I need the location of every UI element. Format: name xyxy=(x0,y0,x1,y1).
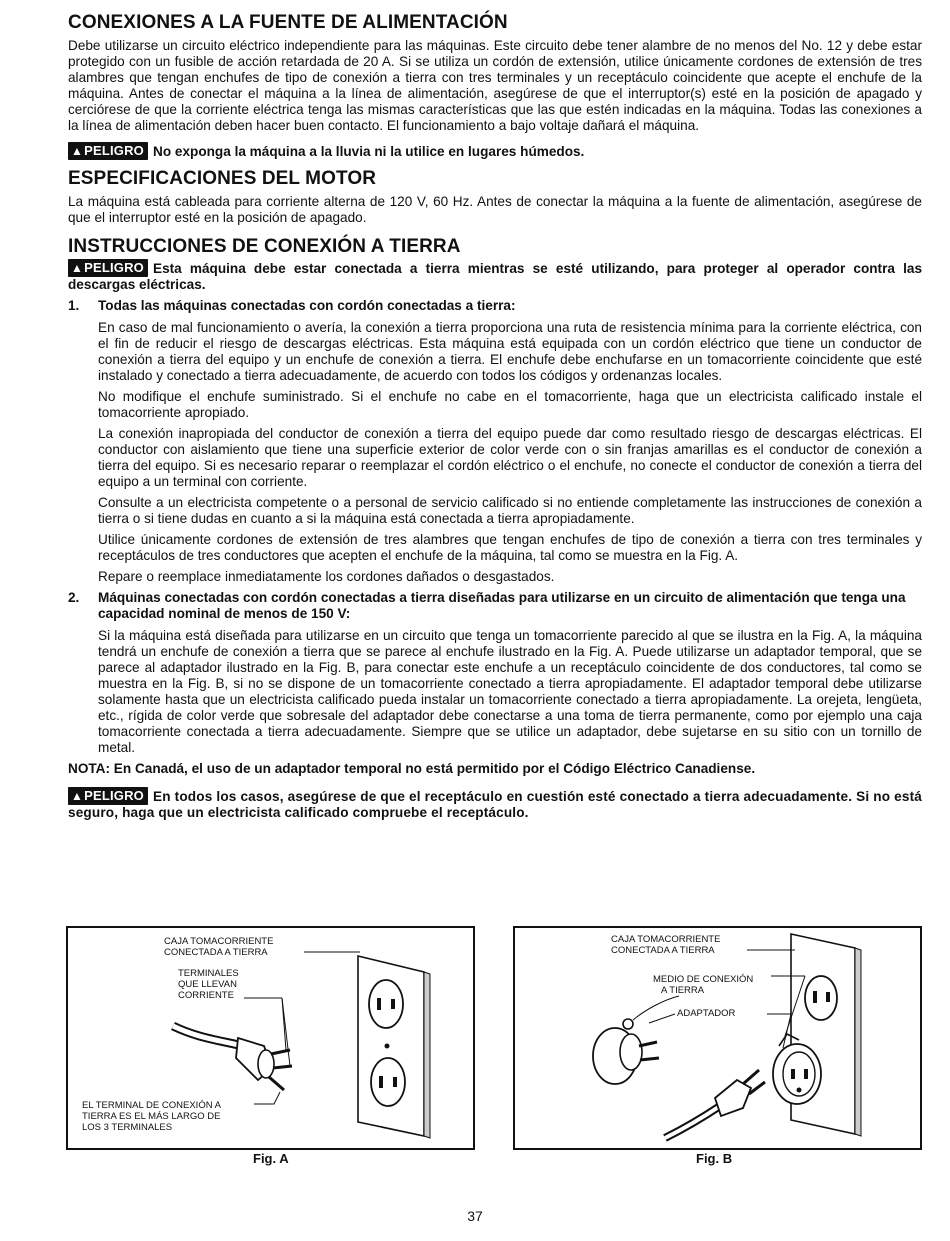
page-content xyxy=(68,12,922,821)
power-connections-body: Debe utilizarse un circuito eléctrico independiente para las máquinas. Este circuito debe tener alambre de no menos del No. 12 y debe estar protegido con un fusible de acción retardada de 20 A. Si se utiliza un cordón de extensión, utilice únicamente cordones de extensión de tres alambres que tengan enchufes de tipo de conexión a tierra con tres terminales y un receptáculo coincidente que acepte el enchufe de la máquina. Antes de conectar el máquina a la línea de alimentación, asegúrese de que el interruptor(s) esté en la posición de apagado y cerciórese de que la corriente eléctrica tenga las mismas características que las que estén indicadas en la máquina. Todas las conexiones a la línea de alimentación deben hacer buen contacto. El funcionamiento a bajo voltaje dañará el máquina. xyxy=(68,38,922,133)
paragraph: No modifique el enchufe suministrado. Si el enchufe no cabe en el tomacorriente, haga que un electricista calificado instale el tomacorriente apropiado. xyxy=(98,389,922,420)
list-item-2-heading: 2. Máquinas conectadas con cordón conectadas a tierra diseñadas para utilizarse en un circuito de alimentación que tenga una capacidad nominal de menos de 150 V: xyxy=(68,590,906,621)
figure-b xyxy=(513,926,922,1150)
warning-receptacle xyxy=(68,787,922,821)
paragraph: Si la máquina está diseñada para utilizarse en un circuito que tenga un tomacorriente parecido al que se ilustra en la Fig. A, la máquina tendrá un enchufe de conexión a tierra que se parece al enchufe ilustrado en la Fig. A. Puede utilizarse un adaptador temporal, que se parece al adaptador ilustrado en la Fig. B, para conectar este enchufe a un receptáculo coincidente de dos conductores, tal como se muestra en la Fig. B, si no se dispone de un tomacorriente conectado a tierra apropiadamente. El adaptador temporal debe utilizarse solamente hasta que un electricista calificado pueda instalar un tomacorriente conectado a tierra apropiadamente. La orejeta, lengüeta, etc., rígida de color verde que sobresale del adaptador debe conectarse a una toma de tierra permanente, como por ejemplo una caja tomacorriente conectada a tierra adecuadamente. Siempre que se utilice un adaptador, debe sujetarse en su sitio con un tornillo de metal. xyxy=(98,628,922,755)
warning-rain-text: No exponga la máquina a la lluvia ni la utilice en lugares húmedos. xyxy=(153,144,585,159)
warning-grounding xyxy=(68,259,922,293)
warning-receptacle-text: En todos los casos, asegúrese de que el receptáculo en cuestión esté conectado a tierra adecuadamente. Si no está seguro, haga que un electricista calificado compruebe el receptáculo. xyxy=(68,789,922,820)
figure-b-label: Fig. B xyxy=(696,1151,733,1166)
figure-a xyxy=(66,926,475,1150)
danger-badge: ▲PELIGRO xyxy=(68,787,148,805)
nota-canada: NOTA: En Canadá, el uso de un adaptador temporal no está permitido por el Código Eléctrico Canadiense. xyxy=(68,761,756,776)
list-item-1-body xyxy=(98,320,922,585)
paragraph: Repare o reemplace inmediatamente los cordones dañados o desgastados. xyxy=(98,569,555,584)
callout-ground-terminal: EL TERMINAL DE CONEXIÓN A TIERRA ES EL MÁS LARGO DE LOS 3 TERMINALES xyxy=(82,1100,222,1133)
warning-triangle-icon: ▲ xyxy=(71,261,84,275)
callout-ground-means: MEDIO DE CONEXIÓN A TIERRA xyxy=(653,974,754,996)
figure-a-label: Fig. A xyxy=(253,1151,289,1166)
callout-live-terminals: TERMINALES QUE LLEVAN CORRIENTE xyxy=(178,968,239,1001)
warning-triangle-icon: ▲ xyxy=(71,144,84,158)
paragraph: Consulte a un electricista competente o a personal de servicio calificado si no entiende completamente las instrucciones de conexión a tierra o si tiene dudas en cuanto a si la máquina está conectada a tierra apropiadamente. xyxy=(98,495,922,526)
danger-badge: ▲PELIGRO xyxy=(68,259,148,277)
list-item-2-body xyxy=(98,628,922,756)
warning-rain xyxy=(68,142,922,160)
danger-badge: ▲PELIGRO xyxy=(68,142,148,160)
warning-triangle-icon: ▲ xyxy=(71,789,84,803)
list-item-1-heading: 1. Todas las máquinas conectadas con cordón conectadas a tierra: xyxy=(68,298,516,313)
warning-grounding-text: Esta máquina debe estar conectada a tierra mientras se esté utilizando, para proteger al operador contra las descargas eléctricas. xyxy=(68,261,922,292)
callout-adapter: ADAPTADOR xyxy=(677,1008,736,1019)
paragraph: La conexión inapropiada del conductor de conexión a tierra del equipo puede dar como resultado riesgo de descargas eléctricas. El conductor con aislamiento que tiene una superficie exterior de color verde con o sin franjas amarillas es el conductor de conexión a tierra del equipo. Si es necesario reparar o reemplazar el cordón eléctrico o el enchufe, no conecte el conductor de conexión a tierra del equipo a un terminal con corriente. xyxy=(98,426,922,489)
paragraph: En caso de mal funcionamiento o avería, la conexión a tierra proporciona una ruta de resistencia mínima para la corriente eléctrica, con el fin de reducir el riesgo de descargas eléctricas. Esta máquina está equipada con un cordón eléctrico que tiene un conductor de conexión a tierra del equipo y un enchufe de conexión a tierra. El enchufe debe enchufarse en un tomacorriente coincidente que esté instalado y conectado a tierra adecuadamente, de acuerdo con todos los códigos y ordenanzas locales. xyxy=(98,320,922,383)
section-title-motor-specs: ESPECIFICACIONES DEL MOTOR xyxy=(68,168,377,189)
paragraph: Utilice únicamente cordones de extensión de tres alambres que tengan enchufes de tipo de conexión a tierra con tres terminales y receptáculos de tres conductores que acepten el enchufe de la máquina, tal como se muestra en la Fig. A. xyxy=(98,532,922,563)
page-number: 37 xyxy=(467,1208,483,1224)
motor-specs-body: La máquina está cableada para corriente alterna de 120 V, 60 Hz. Antes de conectar la máquina a la fuente de alimentación, asegúrese de que el interruptor esté en la posición de apagado. xyxy=(68,194,922,225)
section-title-grounding: INSTRUCCIONES DE CONEXIÓN A TIERRA xyxy=(68,236,461,257)
figure-b-illustration xyxy=(515,928,920,1148)
callout-box-grounded: CAJA TOMACORRIENTE CONECTADA A TIERRA xyxy=(164,936,274,958)
section-title-power-connections: CONEXIONES A LA FUENTE DE ALIMENTACIÓN xyxy=(68,12,508,33)
callout-box-grounded: CAJA TOMACORRIENTE CONECTADA A TIERRA xyxy=(611,934,721,956)
